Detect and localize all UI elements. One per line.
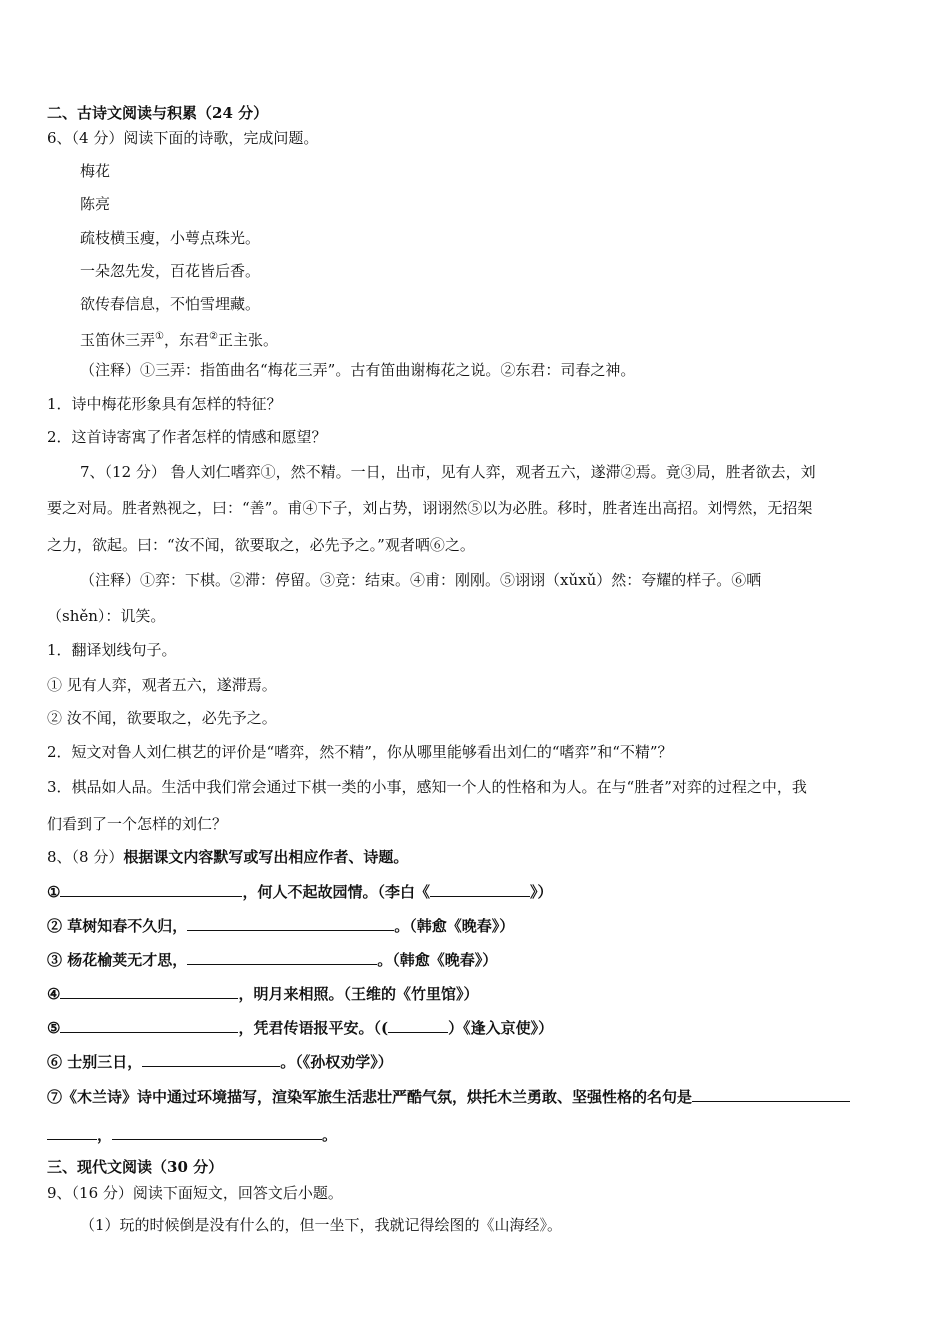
q8-item-5-end: ）《逢入京使》） [448, 1019, 554, 1037]
q6-sub1: 1．诗中梅花形象具有怎样的特征？ [47, 395, 282, 413]
q8-item-1-text: ，何人不起故园情。（李白《 [242, 883, 430, 901]
q7-para-1: 7、（12 分） 鲁人刘仁嗜弈①，然不精。一日，出市，见有人弈，观者五六，遂滞②焉。竟③局，胜者欲去，刘 [80, 463, 816, 481]
q8-head [47, 847, 408, 867]
fill-blank[interactable] [60, 1017, 238, 1033]
q8-item-1-end: 》） [529, 883, 553, 901]
poem-line-4-b: ，东君 [163, 331, 209, 349]
q7-sub3a: 3．棋品如人品。生活中我们常会通过下棋一类的小事，感知一个人的性格和为人。在与“胜者”对弈的过程之中，我 [47, 778, 807, 796]
q8-item-7-end: 。 [322, 1126, 338, 1144]
poem-line-4-a: 玉笛休三弄 [80, 331, 156, 349]
q8-item-2-text: ② 草树知春不久归， [47, 917, 188, 935]
fill-blank[interactable] [388, 1017, 448, 1033]
fill-blank[interactable] [60, 881, 242, 897]
q8-item-3-text: ③ 杨花榆荚无才思， [47, 951, 188, 969]
q8-item-6-text: ⑥ 士别三日， [47, 1053, 143, 1071]
note-mark-2: ② [209, 331, 218, 342]
q8-item-4-text: ，明月来相照。（王维的《竹里馆》） [238, 985, 479, 1003]
q8-item-7-comma: ， [97, 1126, 113, 1144]
fill-blank[interactable] [60, 983, 238, 999]
q7-sub1a: ① 见有人弈，观者五六，遂滞焉。 [47, 676, 277, 694]
q7-note-1: （注释）①弈：下棋。②滞：停留。③竞：结束。④甫：刚刚。⑤诩诩（xǔxǔ）然：夸耀的样子。⑥哂 [80, 571, 762, 589]
poem-title: 梅花 [80, 162, 111, 180]
q9-head: 9、（16 分）阅读下面短文，回答文后小题。 [47, 1184, 343, 1202]
q7-para-2: 要之对局。胜者熟视之，曰：“善”。甫④下子，刘占势，诩诩然⑤以为必胜。移时，胜者连出高招。刘愕然，无招架 [47, 499, 813, 517]
q9-para-1: （1）玩的时候倒是没有什么的，但一坐下，我就记得绘图的《山海经》。 [80, 1216, 563, 1234]
fill-blank[interactable] [430, 881, 530, 897]
poem-line-2: 一朵忽先发，百花皆后香。 [80, 262, 261, 280]
q7-sub1b: ② 汝不闻，欲要取之，必先予之。 [47, 709, 277, 727]
q8-item-7-text: ⑦《木兰诗》诗中通过环境描写，渲染军旅生活悲壮严酷气氛，烘托木兰勇敢、坚强性格的名句是 [47, 1088, 693, 1106]
q7-sub2: 2．短文对鲁人刘仁棋艺的评价是“嗜弈，然不精”，你从哪里能够看出刘仁的“嗜弈”和“不精”？ [47, 743, 673, 761]
q7-sub3b: 们看到了一个怎样的刘仁？ [47, 815, 228, 833]
fill-blank[interactable] [692, 1086, 850, 1102]
q8-head-score: 8、（8 分） [47, 848, 124, 866]
q8-item-1-num: ① [47, 883, 61, 901]
q8-item-5 [47, 1017, 553, 1038]
note-mark-1: ① [155, 331, 164, 342]
fill-blank[interactable] [187, 915, 394, 931]
section-2-title: 二、古诗文阅读与积累（24 分） [47, 104, 269, 122]
q8-item-2 [47, 915, 514, 936]
q8-item-3 [47, 949, 497, 970]
q8-item-5-text: ，凭君传语报平安。（( [238, 1019, 389, 1037]
q8-item-4 [47, 983, 478, 1004]
q8-item-1 [47, 881, 552, 902]
q8-item-7 [47, 1086, 850, 1107]
fill-blank[interactable] [142, 1051, 280, 1067]
fill-blank[interactable] [187, 949, 377, 965]
q8-item-3-end: 。（韩愈《晚春》） [377, 951, 498, 969]
q8-head-instruction: 根据课文内容默写或写出相应作者、诗题。 [123, 848, 409, 866]
fill-blank[interactable] [47, 1124, 97, 1140]
q8-item-2-end: 。（韩愈《晚春》） [394, 917, 515, 935]
poem-line-1: 疏枝横玉瘦，小萼点珠光。 [80, 229, 261, 247]
q7-sub1: 1．翻译划线句子。 [47, 641, 177, 659]
poem-line-4 [80, 327, 278, 350]
q8-item-4-num: ④ [47, 985, 61, 1003]
q8-item-7-cont [47, 1124, 337, 1145]
q7-note-2: （shěn）：讥笑。 [47, 607, 166, 625]
poem-author: 陈亮 [80, 195, 111, 213]
q8-item-6 [47, 1051, 393, 1072]
q6-head: 6、（4 分）阅读下面的诗歌，完成问题。 [47, 129, 319, 147]
q7-para-3: 之力，欲起。曰：“汝不闻，欲要取之，必先予之。”观者哂⑥之。 [47, 536, 475, 554]
q6-sub2: 2．这首诗寄寓了作者怎样的情感和愿望？ [47, 428, 327, 446]
q8-item-5-num: ⑤ [47, 1019, 61, 1037]
poem-line-3: 欲传春信息，不怕雪埋藏。 [80, 295, 261, 313]
q8-item-6-end: 。（《孙权劝学》） [280, 1053, 393, 1071]
fill-blank[interactable] [112, 1124, 322, 1140]
q6-note: （注释）①三弄：指笛曲名“梅花三弄”。古有笛曲谢梅花之说。②东君：司春之神。 [80, 361, 636, 379]
poem-line-4-c: 正主张。 [217, 331, 278, 349]
section-3-title: 三、现代文阅读（30 分） [47, 1158, 224, 1176]
